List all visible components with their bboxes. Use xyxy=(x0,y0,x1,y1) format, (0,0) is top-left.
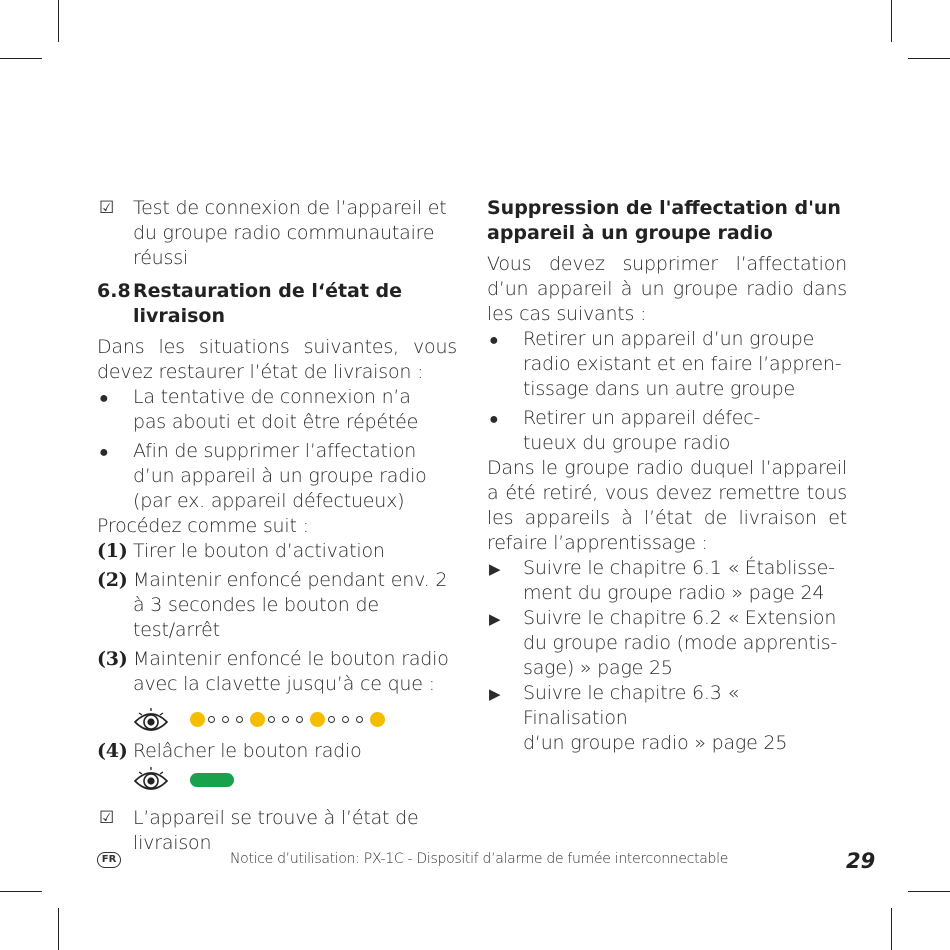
led-dot-off xyxy=(328,716,335,723)
led-dot-yellow xyxy=(310,712,325,727)
eye-icon xyxy=(133,707,169,735)
crop-mark xyxy=(891,0,892,42)
led-dot-off xyxy=(208,716,215,723)
reference-line: Suivre le chapitre 6.2 « Extension xyxy=(523,607,837,629)
step-number: (1) xyxy=(97,540,128,562)
bullet-line: tueux du groupe radio xyxy=(523,432,731,454)
left-intro: Dans les situations suivantes, vous devez restaurer l’état de livraison : xyxy=(97,336,457,383)
led-blink-sequence xyxy=(190,712,388,727)
procedure-label: Procédez comme suit : xyxy=(97,515,309,537)
step-number: (2) xyxy=(97,569,128,591)
crop-mark xyxy=(891,908,892,950)
section-title: Restauration de l‘état de livraison xyxy=(133,280,403,327)
checkbox-icon: ☑ xyxy=(99,198,115,218)
led-dot-off xyxy=(236,716,243,723)
eye-icon xyxy=(133,766,169,794)
triangle-right-icon: ▶ xyxy=(489,610,501,628)
bullet-line: pas abouti et doit être répétée xyxy=(133,411,419,433)
step-number: (4) xyxy=(97,740,128,762)
language-flag-icon: FR xyxy=(97,852,121,868)
reference-line: Suivre le chapitre 6.1 « Établisse- xyxy=(523,557,835,579)
crop-mark xyxy=(58,0,59,42)
step-item xyxy=(97,568,457,643)
right-intro: Vous devez supprimer l’affectation d’un appareil à un groupe radio dans les cas suivants : xyxy=(487,253,847,325)
led-dot-off xyxy=(222,716,229,723)
step-item xyxy=(97,647,457,697)
right-column xyxy=(487,196,847,756)
bullet-icon: ● xyxy=(489,330,499,349)
step-text: Maintenir enfoncé le bouton radio avec la clavette jusqu’à ce que : xyxy=(133,648,449,695)
crop-mark xyxy=(0,891,42,892)
footer-title: Notice d’utilisation: PX-1C - Dispositif d’alarme de fumée interconnectable xyxy=(230,851,729,867)
led-dot-off xyxy=(282,716,289,723)
bullet-line: Retirer un appareil d’un groupe xyxy=(523,328,815,350)
check-item-result xyxy=(97,806,457,856)
bullet-line: tissage dans un autre groupe xyxy=(523,378,795,400)
triangle-right-icon: ▶ xyxy=(489,560,501,578)
page-number: 29 xyxy=(846,849,876,873)
reference-line: sage) » page 25 xyxy=(523,657,673,679)
bullet-line: radio existant et en faire l’appren- xyxy=(523,353,842,375)
reference-line: d‘un groupe radio » page 25 xyxy=(523,732,788,754)
led-dot-off xyxy=(296,716,303,723)
chapter-reference xyxy=(487,606,847,681)
reference-line: du groupe radio (mode apprentis- xyxy=(523,632,838,654)
led-dot-off xyxy=(356,716,363,723)
step-number: (3) xyxy=(97,648,128,670)
checkbox-icon: ☑ xyxy=(99,808,115,828)
led-dot-yellow xyxy=(370,712,385,727)
step-text: Maintenir enfoncé pendant env. 2 à 3 secondes le bouton de test/arrêt xyxy=(133,569,448,641)
step-item xyxy=(97,739,457,764)
left-column xyxy=(97,196,457,856)
check-text: Test de connexion de l’appareil et du groupe radio communautaire réussi xyxy=(133,197,447,269)
bullet-icon: ● xyxy=(99,442,109,461)
step-text: Tirer le bouton d’activation xyxy=(133,540,385,562)
bullet-item xyxy=(97,385,457,435)
chapter-reference xyxy=(487,681,847,756)
bullet-line: Retirer un appareil défec- xyxy=(523,407,761,429)
bullet-icon: ● xyxy=(489,409,499,428)
led-green-steady xyxy=(190,773,234,787)
crop-mark xyxy=(908,891,950,892)
led-dot-yellow xyxy=(190,712,205,727)
reference-line: Suivre le chapitre 6.3 « Finalisation xyxy=(523,682,739,729)
led-steady-indicator xyxy=(97,764,457,798)
right-paragraph: Dans le groupe radio duquel l’appareil a été retiré, vous devez remettre tous les appareils à l’état de livraison et refaire l’apprentissage : xyxy=(487,457,847,554)
triangle-right-icon: ▶ xyxy=(489,685,501,703)
bullet-line: d’un appareil à un groupe radio xyxy=(133,465,427,487)
crop-mark xyxy=(58,908,59,950)
section-heading xyxy=(97,279,457,329)
step-text: Relâcher le bouton radio xyxy=(133,740,362,762)
chapter-reference xyxy=(487,556,847,606)
step-item xyxy=(97,539,457,564)
check-item-connection-test xyxy=(97,196,457,271)
bullet-line: Afin de supprimer l’affectation xyxy=(133,440,417,462)
section-number: 6.8 xyxy=(97,280,131,302)
bullet-icon: ● xyxy=(99,388,109,407)
led-dot-off xyxy=(268,716,275,723)
crop-mark xyxy=(0,58,42,59)
led-blink-indicator xyxy=(97,705,457,739)
bullet-item xyxy=(97,439,457,514)
bullet-line: La tentative de connexion n’a xyxy=(133,386,411,408)
led-dot-off xyxy=(342,716,349,723)
crop-mark xyxy=(908,58,950,59)
bullet-line: (par ex. appareil défectueux) xyxy=(133,490,405,512)
right-heading: Suppression de l'affectation d'un appareil à un groupe radio xyxy=(487,197,841,244)
bullet-item xyxy=(487,327,847,402)
reference-line: ment du groupe radio » page 24 xyxy=(523,582,825,604)
bullet-item xyxy=(487,406,847,456)
check-text: L’appareil se trouve à l’état de livraison xyxy=(133,807,419,854)
led-dot-yellow xyxy=(250,712,265,727)
